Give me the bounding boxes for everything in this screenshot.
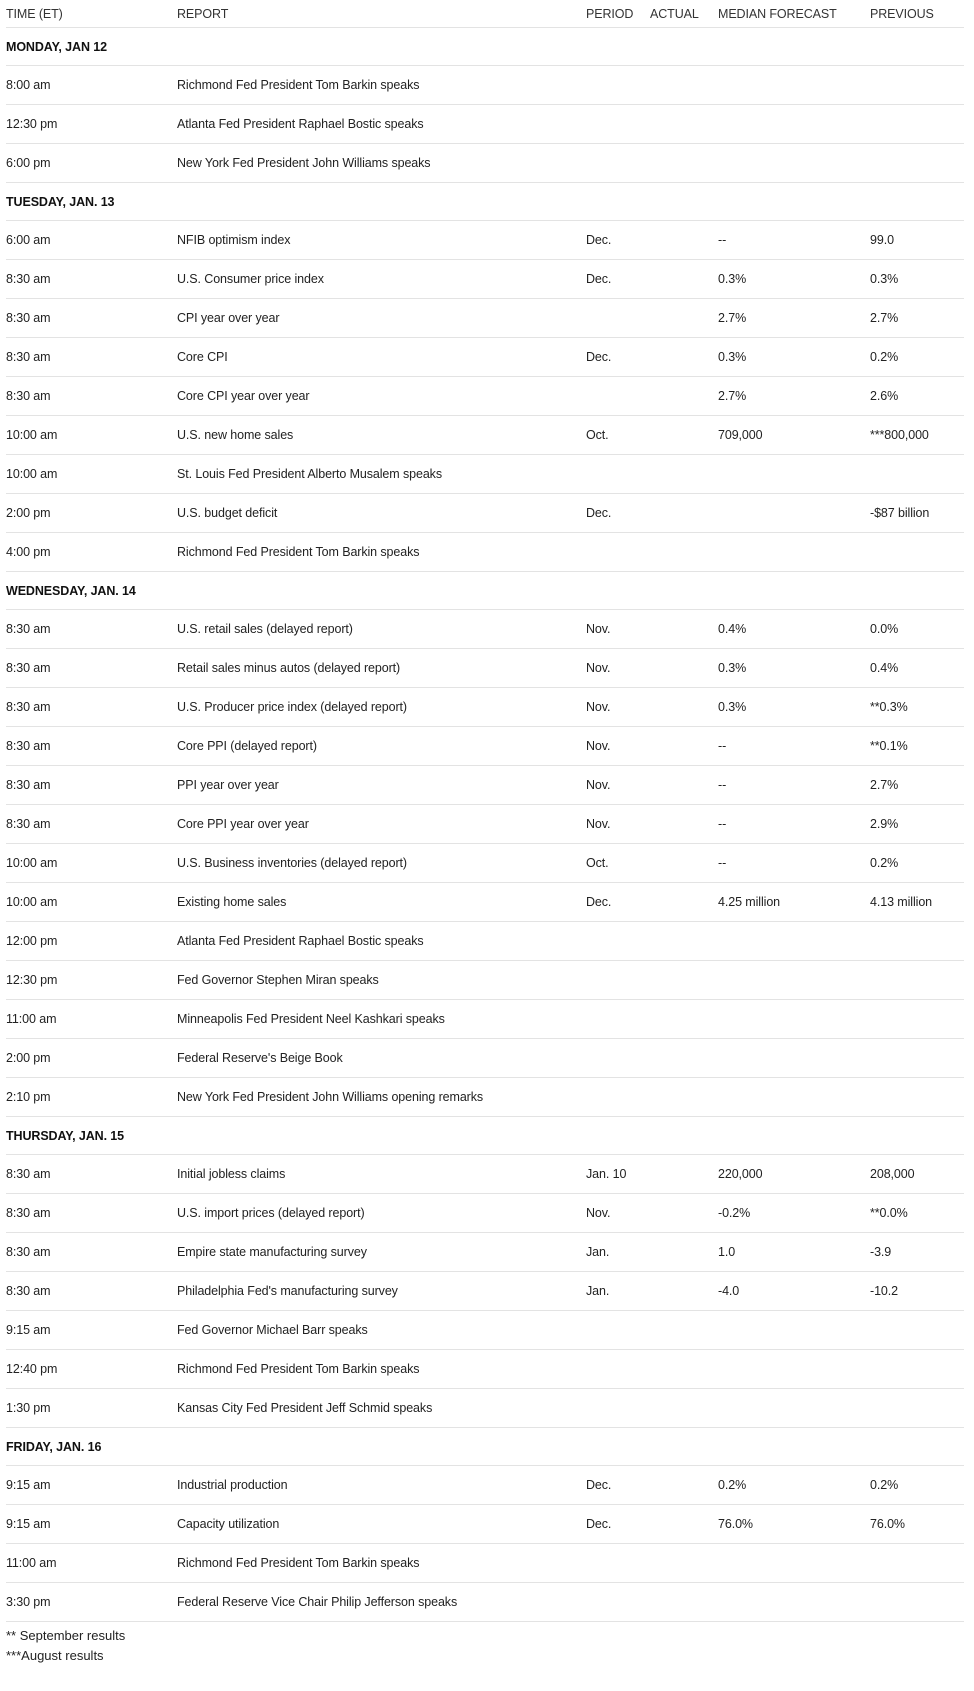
period-cell: Oct. [586, 856, 609, 870]
table-row [6, 1389, 964, 1428]
table-row [6, 377, 964, 416]
report-cell: Core PPI year over year [177, 817, 309, 831]
day-label: WEDNESDAY, JAN. 14 [6, 583, 136, 598]
report-cell: CPI year over year [177, 311, 280, 325]
report-cell: Retail sales minus autos (delayed report) [177, 661, 401, 675]
column-header-median-forecast: MEDIAN FORECAST [718, 6, 837, 21]
time-cell: 1:30 pm [6, 1401, 51, 1415]
time-cell: 8:30 am [6, 389, 51, 403]
table-row [6, 105, 964, 144]
period-cell: Oct. [586, 428, 609, 442]
period-cell: Jan. [586, 1245, 610, 1259]
median-forecast-cell: -- [718, 778, 727, 792]
period-cell: Jan. [586, 1284, 610, 1298]
time-cell: 11:00 am [6, 1556, 57, 1570]
previous-cell: 0.3% [870, 272, 899, 286]
report-cell: U.S. Producer price index (delayed report) [177, 700, 407, 714]
report-cell: Atlanta Fed President Raphael Bostic speaks [177, 117, 424, 131]
time-cell: 8:30 am [6, 661, 51, 675]
table-row [6, 221, 964, 260]
median-forecast-cell: 76.0% [718, 1517, 753, 1531]
previous-cell: **0.0% [870, 1206, 908, 1220]
footnotes [6, 1622, 974, 1666]
previous-cell: -$87 billion [870, 506, 930, 520]
time-cell: 2:00 pm [6, 1051, 51, 1065]
report-cell: Atlanta Fed President Raphael Bostic speaks [177, 934, 424, 948]
report-cell: U.S. Business inventories (delayed report) [177, 856, 407, 870]
day-header-row [6, 1428, 964, 1466]
report-cell: Initial jobless claims [177, 1167, 286, 1181]
period-cell: Nov. [586, 817, 611, 831]
previous-cell: 0.2% [870, 856, 899, 870]
day-label: MONDAY, JAN 12 [6, 39, 107, 54]
period-cell: Nov. [586, 661, 611, 675]
median-forecast-cell: 0.3% [718, 350, 747, 364]
table-row [6, 1272, 964, 1311]
previous-cell: 208,000 [870, 1167, 915, 1181]
report-cell: Industrial production [177, 1478, 288, 1492]
previous-cell: 99.0 [870, 233, 894, 247]
report-cell: Richmond Fed President Tom Barkin speaks [177, 78, 420, 92]
time-cell: 4:00 pm [6, 545, 51, 559]
table-row [6, 416, 964, 455]
day-label: FRIDAY, JAN. 16 [6, 1439, 102, 1454]
day-header-row [6, 183, 964, 221]
time-cell: 9:15 am [6, 1478, 51, 1492]
period-cell: Nov. [586, 1206, 611, 1220]
table-row [6, 805, 964, 844]
table-row [6, 1078, 964, 1117]
time-cell: 2:10 pm [6, 1090, 51, 1104]
report-cell: Fed Governor Stephen Miran speaks [177, 973, 379, 987]
report-cell: U.S. import prices (delayed report) [177, 1206, 365, 1220]
period-cell: Dec. [586, 233, 612, 247]
table-row [6, 883, 964, 922]
table-row [6, 1350, 964, 1389]
table-row [6, 1039, 964, 1078]
time-cell: 8:00 am [6, 78, 51, 92]
time-cell: 6:00 pm [6, 156, 51, 170]
period-cell: Dec. [586, 1478, 612, 1492]
previous-cell: 76.0% [870, 1517, 905, 1531]
table-row [6, 455, 964, 494]
previous-cell: 2.7% [870, 778, 899, 792]
time-cell: 8:30 am [6, 272, 51, 286]
time-cell: 8:30 am [6, 1284, 51, 1298]
period-cell: Nov. [586, 622, 611, 636]
column-header-actual: ACTUAL [650, 6, 699, 21]
table-header-row [6, 0, 964, 28]
day-header-row [6, 572, 964, 610]
report-cell: Minneapolis Fed President Neel Kashkari speaks [177, 1012, 445, 1026]
column-header-time: TIME (ET) [6, 6, 63, 21]
median-forecast-cell: 0.2% [718, 1478, 747, 1492]
table-row [6, 1233, 964, 1272]
report-cell: St. Louis Fed President Alberto Musalem speaks [177, 467, 442, 481]
footnote: ***August results [6, 1648, 104, 1663]
time-cell: 8:30 am [6, 1167, 51, 1181]
table-row [6, 1311, 964, 1350]
report-cell: New York Fed President John Williams opening remarks [177, 1090, 484, 1104]
period-cell: Dec. [586, 1517, 612, 1531]
median-forecast-cell: 0.3% [718, 700, 747, 714]
report-cell: Federal Reserve's Beige Book [177, 1051, 343, 1065]
table-row [6, 844, 964, 883]
day-label: THURSDAY, JAN. 15 [6, 1128, 125, 1143]
table-row [6, 299, 964, 338]
time-cell: 6:00 am [6, 233, 51, 247]
time-cell: 10:00 am [6, 428, 58, 442]
report-cell: PPI year over year [177, 778, 279, 792]
table-row [6, 533, 964, 572]
median-forecast-cell: 1.0 [718, 1245, 736, 1259]
column-header-period: PERIOD [586, 6, 634, 21]
time-cell: 10:00 am [6, 856, 58, 870]
table-body [6, 28, 964, 1622]
report-cell: U.S. retail sales (delayed report) [177, 622, 353, 636]
table-row [6, 1155, 964, 1194]
column-header-report: REPORT [177, 6, 229, 21]
report-cell: Richmond Fed President Tom Barkin speaks [177, 1362, 420, 1376]
table-row [6, 1583, 964, 1622]
median-forecast-cell: 2.7% [718, 311, 747, 325]
time-cell: 8:30 am [6, 1245, 51, 1259]
previous-cell: 4.13 million [870, 895, 933, 909]
median-forecast-cell: 0.3% [718, 272, 747, 286]
economic-calendar-table [6, 0, 964, 1622]
table-row [6, 1194, 964, 1233]
table-row [6, 494, 964, 533]
time-cell: 2:00 pm [6, 506, 51, 520]
day-header-row [6, 1117, 964, 1155]
previous-cell: -10.2 [870, 1284, 898, 1298]
report-cell: U.S. budget deficit [177, 506, 278, 520]
report-cell: New York Fed President John Williams speaks [177, 156, 431, 170]
table-row [6, 610, 964, 649]
time-cell: 3:30 pm [6, 1595, 51, 1609]
table-row [6, 688, 964, 727]
previous-cell: 0.2% [870, 350, 899, 364]
table-row [6, 144, 964, 183]
median-forecast-cell: -0.2% [718, 1206, 751, 1220]
median-forecast-cell: -- [718, 233, 727, 247]
time-cell: 11:00 am [6, 1012, 57, 1026]
table-row [6, 922, 964, 961]
previous-cell: 2.9% [870, 817, 899, 831]
report-cell: NFIB optimism index [177, 233, 291, 247]
previous-cell: 2.6% [870, 389, 899, 403]
report-cell: Core CPI year over year [177, 389, 310, 403]
previous-cell: **0.3% [870, 700, 908, 714]
report-cell: Fed Governor Michael Barr speaks [177, 1323, 368, 1337]
time-cell: 10:00 am [6, 895, 58, 909]
report-cell: Richmond Fed President Tom Barkin speaks [177, 1556, 420, 1570]
period-cell: Dec. [586, 350, 612, 364]
previous-cell: 0.4% [870, 661, 899, 675]
table-row [6, 1544, 964, 1583]
previous-cell: 0.0% [870, 622, 899, 636]
time-cell: 12:30 pm [6, 117, 58, 131]
time-cell: 12:00 pm [6, 934, 58, 948]
table-row [6, 1466, 964, 1505]
table-row [6, 338, 964, 377]
median-forecast-cell: 2.7% [718, 389, 747, 403]
period-cell: Nov. [586, 700, 611, 714]
time-cell: 12:40 pm [6, 1362, 58, 1376]
day-header-row [6, 28, 964, 66]
period-cell: Nov. [586, 739, 611, 753]
day-label: TUESDAY, JAN. 13 [6, 194, 115, 209]
table-row [6, 1000, 964, 1039]
table-row [6, 961, 964, 1000]
previous-cell: 0.2% [870, 1478, 899, 1492]
report-cell: Richmond Fed President Tom Barkin speaks [177, 545, 420, 559]
time-cell: 9:15 am [6, 1323, 51, 1337]
previous-cell: -3.9 [870, 1245, 892, 1259]
time-cell: 8:30 am [6, 817, 51, 831]
report-cell: U.S. new home sales [177, 428, 294, 442]
previous-cell: 2.7% [870, 311, 899, 325]
time-cell: 8:30 am [6, 350, 51, 364]
median-forecast-cell: 220,000 [718, 1167, 763, 1181]
table-row [6, 1505, 964, 1544]
report-cell: Kansas City Fed President Jeff Schmid speaks [177, 1401, 433, 1415]
time-cell: 8:30 am [6, 700, 51, 714]
report-cell: Core PPI (delayed report) [177, 739, 317, 753]
previous-cell: **0.1% [870, 739, 908, 753]
report-cell: Core CPI [177, 350, 228, 364]
median-forecast-cell: 0.3% [718, 661, 747, 675]
period-cell: Nov. [586, 778, 611, 792]
table-row [6, 66, 964, 105]
time-cell: 8:30 am [6, 739, 51, 753]
median-forecast-cell: 0.4% [718, 622, 747, 636]
previous-cell: ***800,000 [870, 428, 929, 442]
median-forecast-cell: -- [718, 817, 727, 831]
period-cell: Dec. [586, 506, 612, 520]
time-cell: 8:30 am [6, 778, 51, 792]
period-cell: Jan. 10 [586, 1167, 627, 1181]
table-row [6, 766, 964, 805]
median-forecast-cell: 709,000 [718, 428, 763, 442]
table-row [6, 649, 964, 688]
period-cell: Dec. [586, 272, 612, 286]
report-cell: Empire state manufacturing survey [177, 1245, 367, 1259]
table-row [6, 260, 964, 299]
period-cell: Dec. [586, 895, 612, 909]
report-cell: Capacity utilization [177, 1517, 280, 1531]
median-forecast-cell: -- [718, 739, 727, 753]
median-forecast-cell: 4.25 million [718, 895, 781, 909]
footnote: ** September results [6, 1628, 126, 1643]
median-forecast-cell: -4.0 [718, 1284, 740, 1298]
time-cell: 12:30 pm [6, 973, 58, 987]
time-cell: 8:30 am [6, 622, 51, 636]
report-cell: U.S. Consumer price index [177, 272, 324, 286]
time-cell: 9:15 am [6, 1517, 51, 1531]
report-cell: Philadelphia Fed's manufacturing survey [177, 1284, 398, 1298]
time-cell: 10:00 am [6, 467, 58, 481]
column-header-previous: PREVIOUS [870, 6, 934, 21]
table-row [6, 727, 964, 766]
report-cell: Existing home sales [177, 895, 287, 909]
report-cell: Federal Reserve Vice Chair Philip Jefferson speaks [177, 1595, 458, 1609]
median-forecast-cell: -- [718, 856, 727, 870]
time-cell: 8:30 am [6, 1206, 51, 1220]
time-cell: 8:30 am [6, 311, 51, 325]
